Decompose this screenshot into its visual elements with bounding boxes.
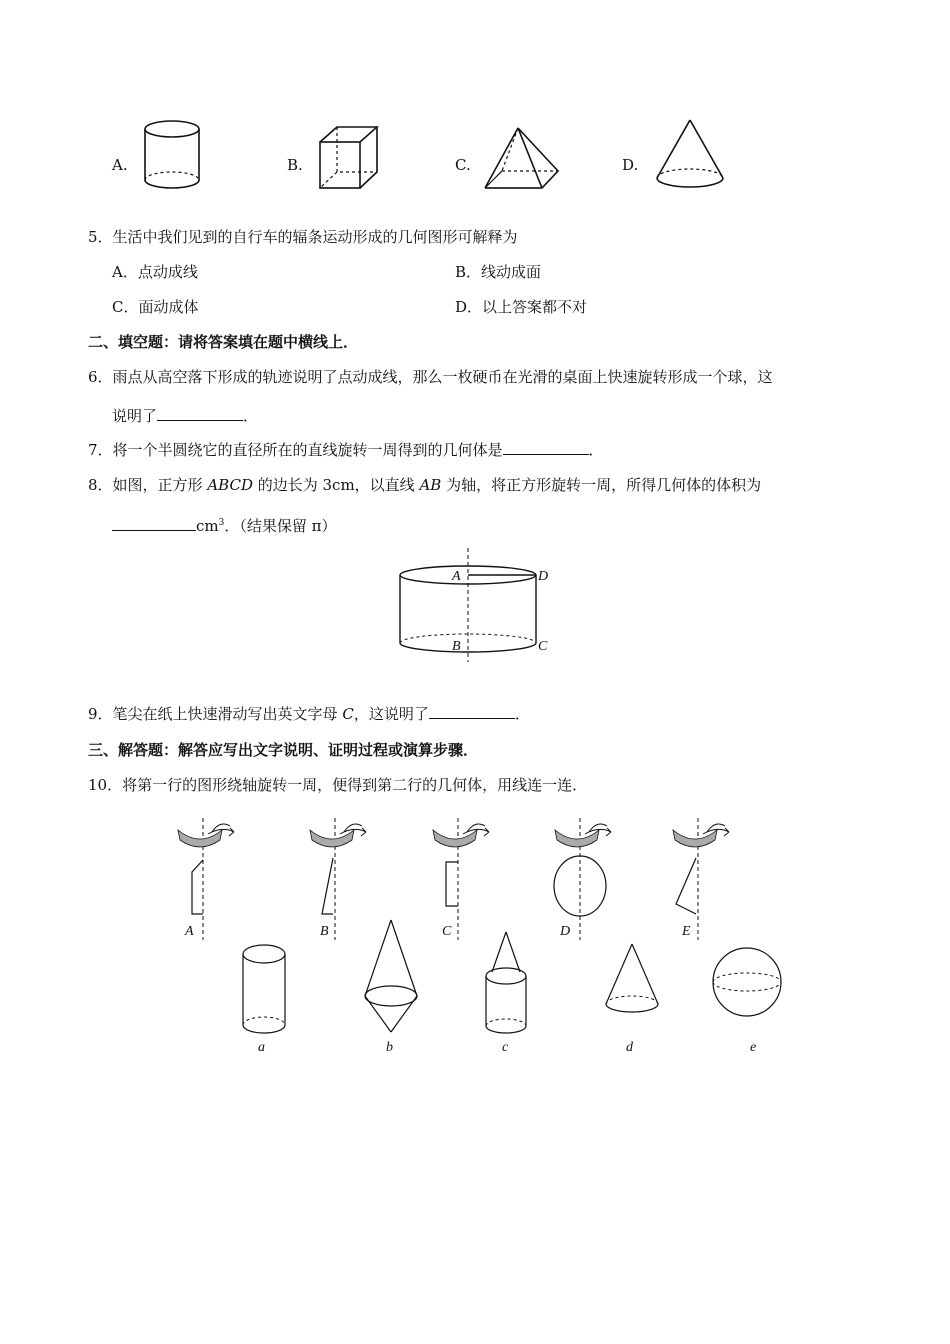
q6-line2-suffix: ． [243, 407, 259, 425]
q10-label-lower-d: d [626, 1040, 633, 1055]
q10-stem: 10．将第一行的图形绕轴旋转一周，便得到第二行的几何体，用线连一连． [88, 776, 588, 794]
q8-line1 [88, 474, 761, 496]
q8-label-b: B [452, 639, 461, 654]
q10-label-lower-a: a [258, 1040, 265, 1055]
q10-figure-a [178, 818, 234, 940]
q8-text-2: 的边长为 3cm，以直线 [257, 476, 415, 494]
q8-line2 [112, 512, 337, 537]
q4-cube-figure [315, 124, 380, 194]
q8-text-3: 为轴，将正方形旋转一周，所得几何体的体积为 [446, 476, 762, 494]
q8-answer-blank[interactable] [112, 514, 196, 531]
q10-label-e: E [682, 924, 691, 939]
q8-ab: AB [419, 476, 442, 494]
q9-prefix: 9．笔尖在纸上快速滑动写出英文字母 [88, 705, 338, 723]
q8-unit: cm [196, 517, 219, 535]
section-3-heading: 三、解答题：解答应写出文字说明、证明过程或演算步骤． [88, 741, 479, 759]
q10-label-b: B [320, 924, 329, 939]
section-2-heading: 二、填空题：请将答案填在题中横线上． [88, 333, 359, 351]
q10-solid-figures [230, 918, 800, 1058]
q7-line [88, 438, 604, 461]
q5-option-c: C．面动成体 [112, 298, 199, 316]
q4-option-b-label: B. [287, 156, 303, 174]
q8-label-d: D [538, 569, 549, 584]
q5-option-d: D．以上答案都不对 [455, 298, 588, 316]
q8-abcd: ABCD [207, 476, 253, 494]
q10-label-d: D [560, 924, 571, 939]
q8-unit-exponent: 3 [218, 518, 225, 528]
q5-option-b: B．线动成面 [455, 263, 542, 281]
q4-option-c-label: C. [455, 156, 471, 174]
q4-option-a-label: A. [112, 156, 128, 174]
q8-label-a: A [452, 569, 461, 584]
q7-prefix: 7．将一个半圆绕它的直径所在的直线旋转一周得到的几何体是 [88, 441, 503, 459]
q4-option-d-label: D. [622, 156, 639, 174]
q10-label-lower-b: b [386, 1040, 393, 1055]
q9-line [88, 702, 530, 725]
q7-answer-blank[interactable] [503, 438, 589, 455]
q7-suffix: ． [588, 441, 604, 459]
q9-mid: ，这说明了 [353, 705, 429, 723]
q9-letter: C [342, 705, 354, 723]
q6-line2 [112, 404, 258, 427]
q6-answer-blank[interactable] [157, 404, 243, 421]
q5-option-a: A．点动成线 [112, 263, 198, 281]
q10-solid-d [606, 944, 658, 1055]
q8-text-1: 8．如图，正方形 [88, 476, 203, 494]
q10-label-c: C [442, 924, 452, 939]
q10-solid-b [365, 920, 417, 1055]
q8-note: ．（结果保留 π） [224, 517, 337, 535]
q4-cone-figure [652, 116, 732, 192]
q10-label-lower-c: c [502, 1040, 509, 1055]
q8-cylinder-figure [390, 546, 560, 666]
q8-label-c: C [538, 639, 548, 654]
q4-pyramid-figure [480, 124, 565, 194]
q6-line1: 6．雨点从高空落下形成的轨迹说明了点动成线，那么一枚硬币在光滑的桌面上快速旋转形成一个球，这 [88, 368, 773, 386]
q6-line2-prefix: 说明了 [112, 407, 158, 425]
q5-stem: 5．生活中我们见到的自行车的辐条运动形成的几何图形可解释为 [88, 228, 518, 246]
q10-solid-c [486, 932, 526, 1055]
q10-label-a: A [185, 924, 194, 939]
q10-label-lower-e: e [750, 1040, 757, 1055]
q9-answer-blank[interactable] [429, 702, 515, 719]
q10-solid-e [713, 948, 781, 1055]
q9-suffix: ． [514, 705, 530, 723]
q10-solid-a [243, 945, 285, 1055]
q4-cylinder-figure [140, 118, 210, 192]
